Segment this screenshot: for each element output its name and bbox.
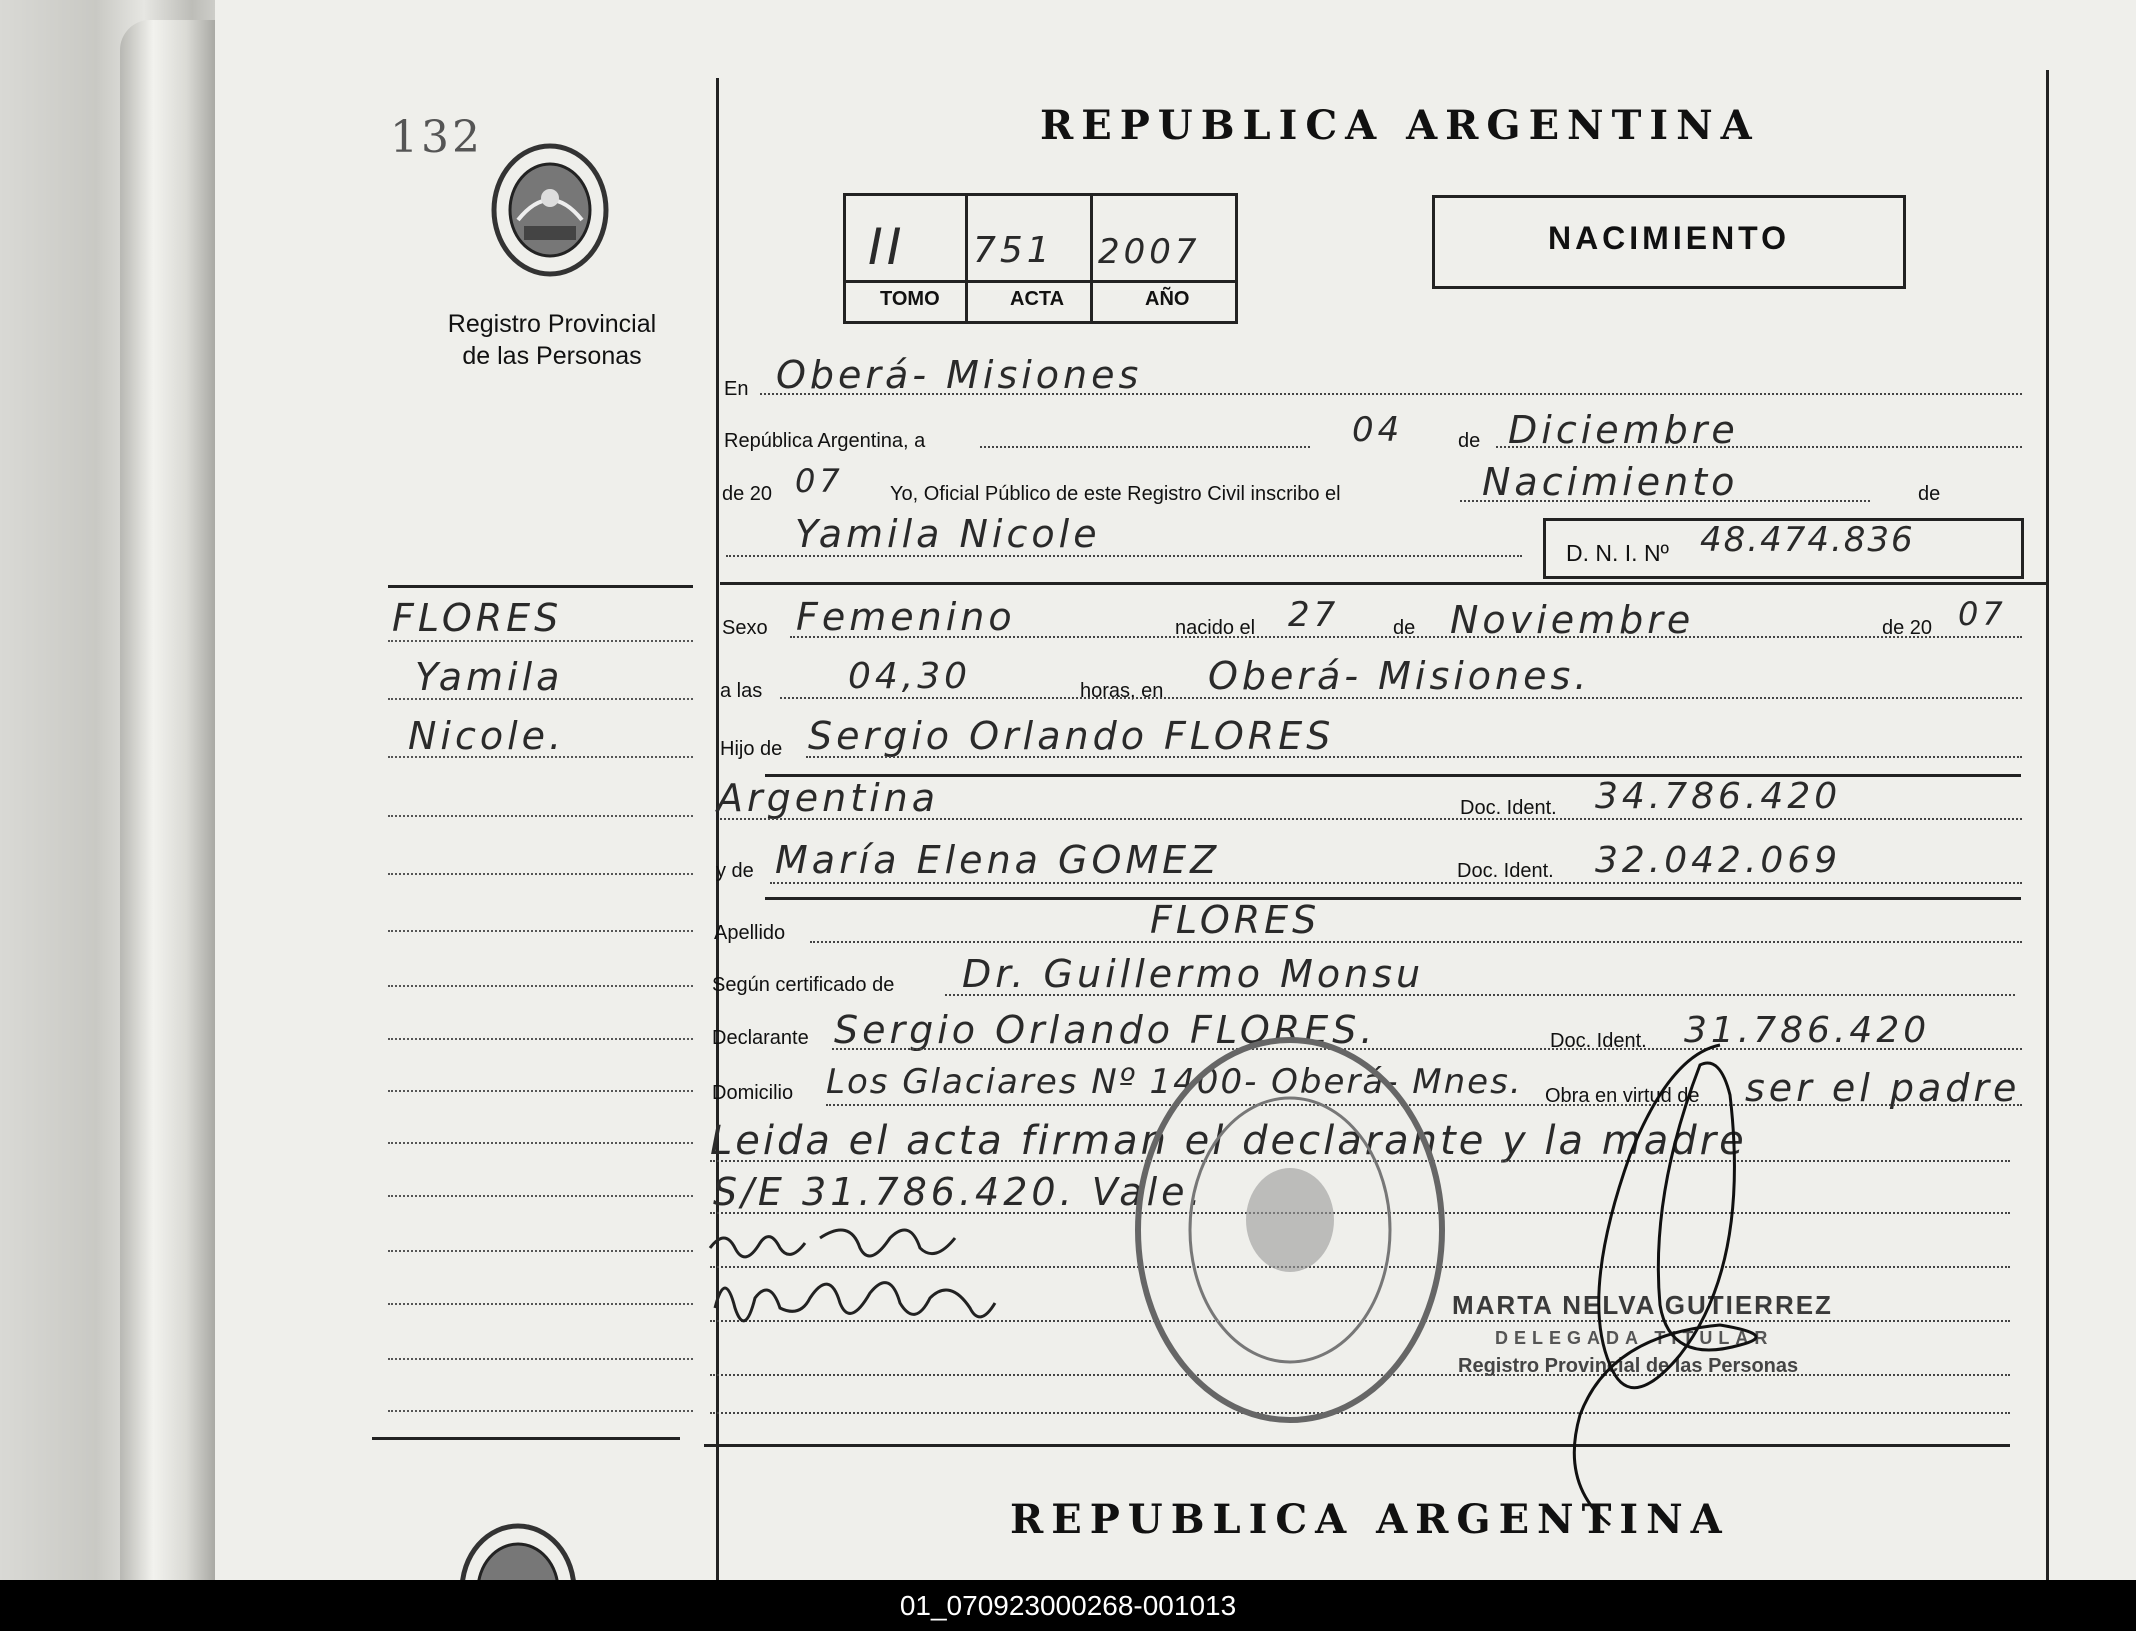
box-divider <box>965 193 968 321</box>
line <box>770 882 2022 884</box>
note-line2: S/E 31.786.420. Vale. <box>713 1170 1205 1214</box>
officer-office: Registro Provincial de las Personas <box>1458 1355 1799 1377</box>
officer-name: MARTA NELVA GUTIERREZ <box>1452 1290 1833 1320</box>
box-divider <box>1090 193 1093 321</box>
side-surname: FLORES <box>392 596 563 640</box>
row-divider <box>765 897 2021 900</box>
side-second-name: Nicole. <box>408 714 566 758</box>
value-apellido: FLORES <box>1150 898 1321 942</box>
label-apellido: Apellido <box>714 922 786 944</box>
anio-value: 2007 <box>1098 232 1201 272</box>
label-segun: Según certificado de <box>712 974 895 996</box>
side-line <box>388 640 693 642</box>
registry-name-line1: Registro Provincial <box>447 310 657 338</box>
footer-title: REPUBLICA ARGENTINA <box>1010 1496 1730 1543</box>
note-line1: Leida el acta firman el declarante y la madre <box>710 1118 1747 1164</box>
label-de3: de <box>1393 617 1416 639</box>
side-line <box>388 1303 693 1305</box>
label-obra: Obra en virtud de <box>1545 1085 1700 1107</box>
value-hora: 04,30 <box>848 656 972 697</box>
label-de20: de 20 <box>722 483 773 505</box>
section-divider-bottom <box>704 1444 2010 1447</box>
side-line <box>388 930 693 932</box>
label-a-las: a las <box>720 680 763 702</box>
registry-name-line2: de las Personas <box>462 342 642 370</box>
label-domicilio: Domicilio <box>712 1082 794 1104</box>
province-emblem-icon <box>456 1520 580 1580</box>
box-divider <box>843 280 1235 283</box>
value-nac-dia: 27 <box>1288 595 1340 635</box>
label-hijo-de: Hijo de <box>720 738 783 760</box>
value-anio: 07 <box>795 462 844 500</box>
line <box>1460 500 1870 502</box>
label-doc3: Doc. Ident. <box>1550 1030 1647 1052</box>
line <box>790 636 2022 638</box>
value-dia: 04 <box>1352 410 1404 450</box>
value-declarante: Sergio Orlando FLORES. <box>834 1008 1377 1052</box>
label-doc1: Doc. Ident. <box>1460 797 1557 819</box>
side-divider-bottom <box>372 1437 680 1440</box>
value-sexo: Femenino <box>796 595 1016 639</box>
value-domicilio: Los Glaciares Nº 1400- Oberá- Mnes. <box>826 1062 1523 1102</box>
value-lugar: Oberá- Misiones <box>776 353 1143 397</box>
side-line <box>388 1195 693 1197</box>
value-padre-doc: 34.786.420 <box>1595 776 1842 817</box>
officer-role: DELEGADA TITULAR <box>1495 1328 1774 1348</box>
side-line <box>388 1142 693 1144</box>
line <box>760 393 2022 395</box>
value-nac-anio: 07 <box>1958 595 2007 633</box>
acta-value: 751 <box>973 230 1054 271</box>
side-line <box>388 1090 693 1092</box>
label-de2: de <box>1918 483 1941 505</box>
line <box>806 756 2022 758</box>
tomo-value: II <box>868 218 906 276</box>
act-type: NACIMIENTO <box>1547 220 1791 256</box>
side-line <box>388 756 693 758</box>
section-divider <box>720 582 2046 585</box>
value-nacionalidad: Argentina <box>717 776 940 820</box>
label-horas-en: horas, en <box>1080 680 1164 702</box>
side-line <box>388 873 693 875</box>
label-de20b: de 20 <box>1882 617 1933 639</box>
value-padre: Sergio Orlando FLORES <box>808 714 1335 758</box>
dni-value: 48.474.836 <box>1700 520 1915 560</box>
value-mes: Diciembre <box>1508 408 1739 452</box>
value-virtud: ser el padre <box>1745 1066 2021 1110</box>
right-border <box>2046 70 2049 1580</box>
tomo-label: TOMO <box>880 288 940 310</box>
label-republica: República Argentina, a <box>724 430 926 452</box>
value-declarante-doc: 31.786.420 <box>1684 1010 1931 1051</box>
side-line <box>388 985 693 987</box>
label-en: En <box>724 378 749 400</box>
image-id-caption: 01_070923000268-001013 <box>0 1580 2136 1631</box>
value-nac-lugar: Oberá- Misiones. <box>1208 654 1591 698</box>
side-line <box>388 1410 693 1412</box>
line <box>780 697 2022 699</box>
label-yo: Yo, Oficial Público de este Registro Civil inscribo el <box>890 483 1341 505</box>
side-line <box>388 1250 693 1252</box>
label-de1: de <box>1458 430 1481 452</box>
value-medico: Dr. Guillermo Monsu <box>962 952 1425 996</box>
line <box>945 994 2015 996</box>
label-declarante: Declarante <box>712 1027 809 1049</box>
officer-signature <box>1550 1035 1810 1545</box>
label-y-de: y de <box>716 860 754 882</box>
book-spine <box>120 20 215 1580</box>
acta-label: ACTA <box>1010 288 1065 310</box>
registry-round-stamp <box>1130 1030 1450 1430</box>
header-title: REPUBLICA ARGENTINA <box>1040 102 1760 149</box>
value-nac-mes: Noviembre <box>1450 598 1695 642</box>
value-madre: María Elena GOMEZ <box>775 838 1221 882</box>
signatures-image <box>700 1218 1020 1358</box>
value-nombre: Yamila Nicole <box>795 512 1101 556</box>
line <box>726 555 1522 557</box>
anio-label: AÑO <box>1145 288 1190 310</box>
province-emblem-icon <box>488 140 612 280</box>
side-line <box>388 698 693 700</box>
side-first-name: Yamila <box>415 655 564 699</box>
label-nacido: nacido el <box>1175 617 1256 639</box>
side-line <box>388 815 693 817</box>
value-madre-doc: 32.042.069 <box>1595 840 1842 881</box>
side-divider-top <box>388 585 693 588</box>
line <box>720 818 2022 820</box>
value-tipo: Nacimiento <box>1482 460 1739 504</box>
side-line <box>388 1358 693 1360</box>
label-sexo: Sexo <box>722 617 768 639</box>
page-number: 132 <box>390 112 483 163</box>
line <box>1496 446 2022 448</box>
side-line <box>388 1038 693 1040</box>
dni-label: D. N. I. Nº <box>1566 540 1669 566</box>
line <box>810 941 2022 943</box>
label-doc2: Doc. Ident. <box>1457 860 1554 882</box>
line <box>980 446 1310 448</box>
